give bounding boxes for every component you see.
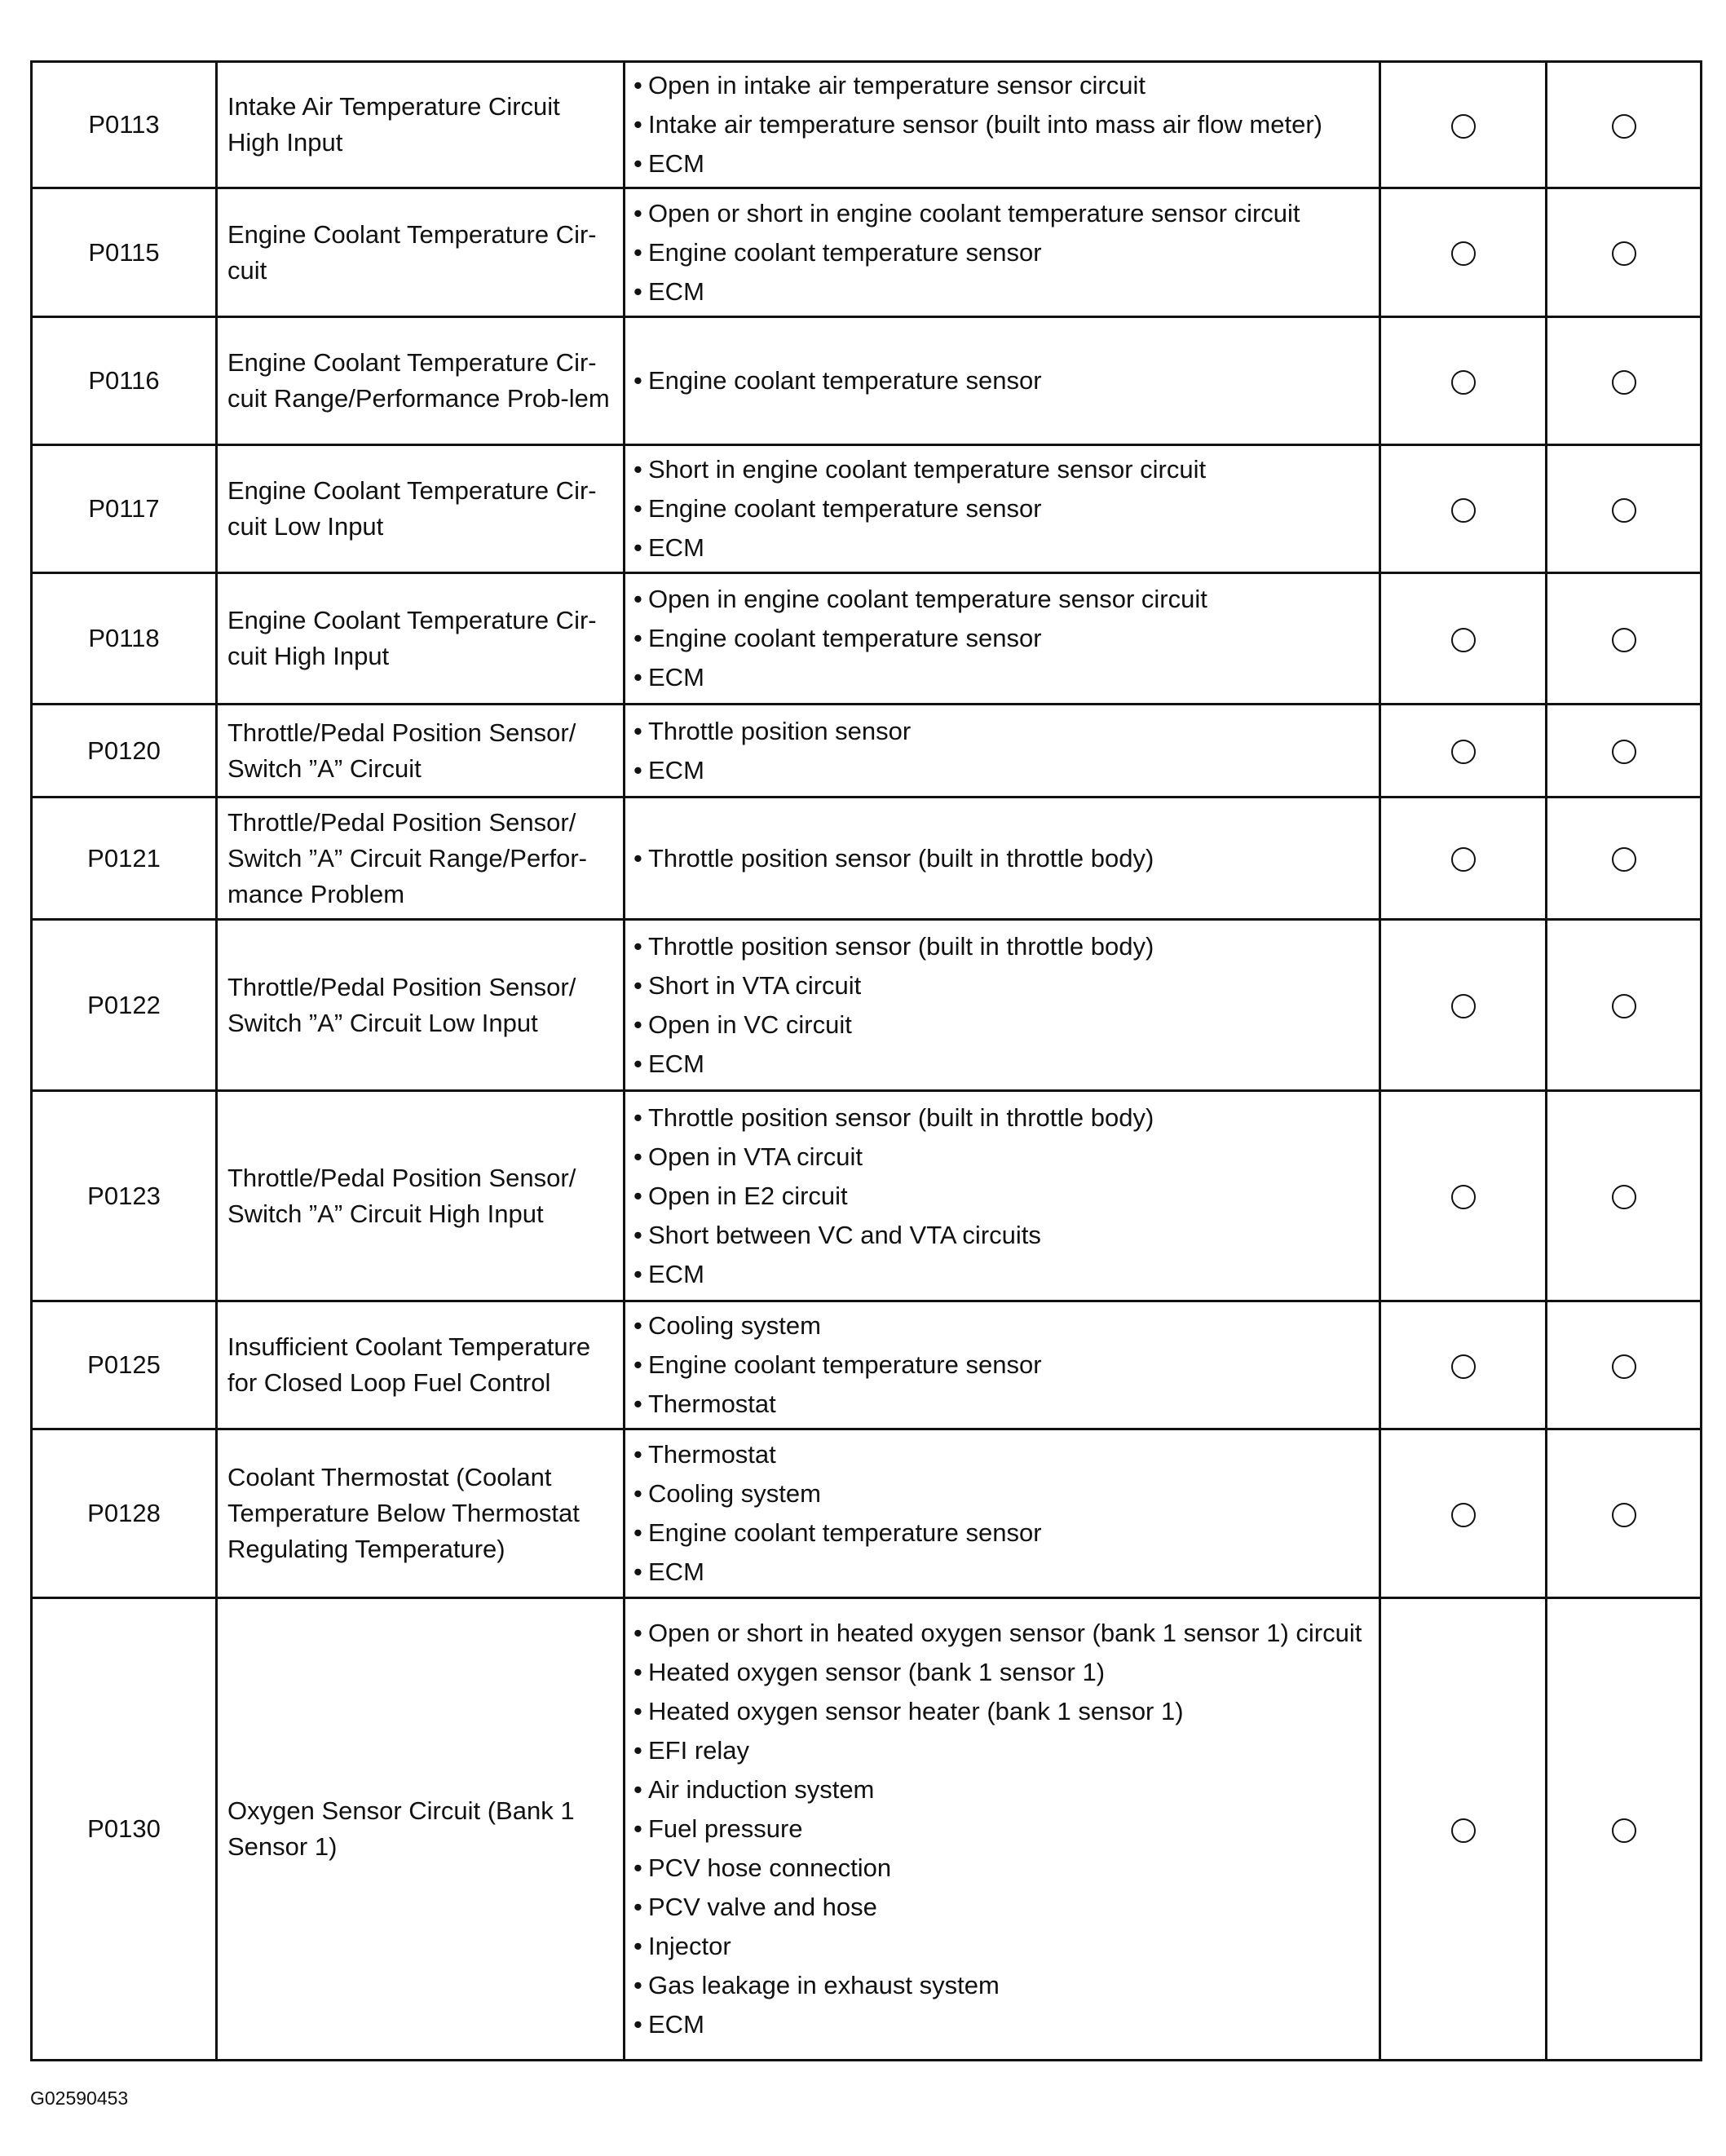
trouble-area [625,1598,1380,2061]
trouble-area-item: • Short in VTA circuit [633,966,1369,1005]
mil-indicator [1380,1091,1547,1301]
circle-mark-icon [1612,847,1636,872]
circle-mark-icon [1451,498,1476,523]
memory-indicator [1547,317,1702,445]
trouble-area-item: • Throttle position sensor [633,712,1369,751]
circle-mark-icon [1451,370,1476,395]
circle-mark-icon [1612,370,1636,395]
dtc-code: P0120 [32,705,217,797]
trouble-area [625,1091,1380,1301]
table-row [32,1598,1702,2061]
trouble-area-item: • Throttle position sensor (built in throttle body) [633,1098,1369,1138]
circle-mark-icon [1612,1503,1636,1527]
trouble-area-item: • Short in engine coolant temperature sensor circuit [633,450,1369,489]
trouble-area [625,317,1380,445]
circle-mark-icon [1451,628,1476,652]
memory-indicator [1547,573,1702,705]
detection-item: Oxygen Sensor Circuit (Bank 1 Sensor 1) [217,1598,625,2061]
memory-indicator [1547,1429,1702,1598]
mil-indicator [1380,188,1547,317]
table-row [32,62,1702,188]
trouble-area-item: • Fuel pressure [633,1809,1369,1849]
trouble-area-item: • Throttle position sensor (built in throttle body) [633,839,1369,878]
dtc-code: P0125 [32,1301,217,1429]
trouble-area-item: • Open in intake air temperature sensor circuit [633,66,1369,105]
trouble-area [625,1429,1380,1598]
trouble-area-item: • Engine coolant temperature sensor [633,233,1369,272]
trouble-area-item: • Intake air temperature sensor (built into mass air flow meter) [633,105,1369,144]
circle-mark-icon [1612,241,1636,266]
trouble-area [625,188,1380,317]
trouble-area-item: • Short between VC and VTA circuits [633,1216,1369,1255]
trouble-area-item: • Cooling system [633,1474,1369,1513]
mil-indicator [1380,445,1547,573]
trouble-area-item: • ECM [633,528,1369,568]
trouble-area-item: • Open or short in engine coolant temperature sensor circuit [633,194,1369,233]
mil-indicator [1380,1429,1547,1598]
table-row [32,920,1702,1091]
circle-mark-icon [1612,740,1636,764]
dtc-code: P0115 [32,188,217,317]
trouble-area-item: • PCV hose connection [633,1849,1369,1888]
trouble-area-item: • Open in VC circuit [633,1005,1369,1045]
trouble-area-item: • Engine coolant temperature sensor [633,361,1369,400]
circle-mark-icon [1612,1818,1636,1843]
trouble-area-item: • Heated oxygen sensor heater (bank 1 sensor 1) [633,1692,1369,1731]
trouble-area-item: • Open in E2 circuit [633,1177,1369,1216]
detection-item: Coolant Thermostat (Coolant Temperature Below Thermostat Regulating Temperature) [217,1429,625,1598]
mil-indicator [1380,797,1547,920]
trouble-area-item: • ECM [633,1553,1369,1592]
dtc-code: P0128 [32,1429,217,1598]
trouble-area-item: • ECM [633,658,1369,697]
trouble-area-item: • Engine coolant temperature sensor [633,1513,1369,1553]
trouble-area-item: • EFI relay [633,1731,1369,1770]
trouble-area-item: • Open in VTA circuit [633,1138,1369,1177]
trouble-area-item: • Cooling system [633,1306,1369,1345]
circle-mark-icon [1612,1185,1636,1209]
memory-indicator [1547,1598,1702,2061]
circle-mark-icon [1451,1818,1476,1843]
trouble-area-item: • Engine coolant temperature sensor [633,489,1369,528]
trouble-area-item: • ECM [633,1255,1369,1294]
circle-mark-icon [1451,1503,1476,1527]
circle-mark-icon [1612,114,1636,139]
memory-indicator [1547,705,1702,797]
trouble-area-item: • ECM [633,2005,1369,2044]
trouble-area-item: • Throttle position sensor (built in throttle body) [633,927,1369,966]
trouble-area-item: • PCV valve and hose [633,1888,1369,1927]
trouble-area [625,705,1380,797]
circle-mark-icon [1612,628,1636,652]
trouble-area-item: • ECM [633,1045,1369,1084]
table-row [32,445,1702,573]
dtc-code: P0118 [32,573,217,705]
trouble-area-item: • ECM [633,144,1369,183]
detection-item: Engine Coolant Temperature Cir-cuit [217,188,625,317]
circle-mark-icon [1451,1354,1476,1379]
circle-mark-icon [1451,241,1476,266]
circle-mark-icon [1451,740,1476,764]
dtc-code: P0116 [32,317,217,445]
memory-indicator [1547,188,1702,317]
trouble-area [625,797,1380,920]
table-row [32,1091,1702,1301]
circle-mark-icon [1451,1185,1476,1209]
trouble-area [625,920,1380,1091]
trouble-area [625,573,1380,705]
memory-indicator [1547,920,1702,1091]
trouble-area-item: • Open in engine coolant temperature sensor circuit [633,580,1369,619]
trouble-area [625,1301,1380,1429]
dtc-code: P0117 [32,445,217,573]
dtc-table-sheet [30,60,1700,2061]
detection-item: Throttle/Pedal Position Sensor/ Switch ”A” Circuit Range/Perfor-mance Problem [217,797,625,920]
figure-id: G02590453 [30,2088,129,2109]
dtc-table-body [32,62,1702,2061]
detection-item: Intake Air Temperature Circuit High Input [217,62,625,188]
mil-indicator [1380,1301,1547,1429]
table-row [32,1301,1702,1429]
mil-indicator [1380,920,1547,1091]
detection-item: Engine Coolant Temperature Cir-cuit Range/Performance Prob-lem [217,317,625,445]
trouble-area-item: • Air induction system [633,1770,1369,1809]
trouble-area-item: • Engine coolant temperature sensor [633,619,1369,658]
mil-indicator [1380,317,1547,445]
table-row [32,573,1702,705]
detection-item: Insufficient Coolant Temperature for Closed Loop Fuel Control [217,1301,625,1429]
circle-mark-icon [1612,1354,1636,1379]
trouble-area-item: • ECM [633,751,1369,790]
trouble-area [625,445,1380,573]
table-row [32,188,1702,317]
circle-mark-icon [1451,847,1476,872]
circle-mark-icon [1451,114,1476,139]
dtc-code: P0122 [32,920,217,1091]
memory-indicator [1547,62,1702,188]
memory-indicator [1547,1091,1702,1301]
mil-indicator [1380,62,1547,188]
table-row [32,1429,1702,1598]
trouble-area-item: • Thermostat [633,1435,1369,1474]
circle-mark-icon [1451,994,1476,1018]
dtc-code: P0123 [32,1091,217,1301]
memory-indicator [1547,1301,1702,1429]
memory-indicator [1547,445,1702,573]
table-row [32,705,1702,797]
dtc-code: P0130 [32,1598,217,2061]
dtc-code: P0121 [32,797,217,920]
mil-indicator [1380,573,1547,705]
dtc-code: P0113 [32,62,217,188]
detection-item: Throttle/Pedal Position Sensor/ Switch ”A” Circuit High Input [217,1091,625,1301]
trouble-area-item: • Gas leakage in exhaust system [633,1966,1369,2005]
detection-item: Engine Coolant Temperature Cir-cuit High Input [217,573,625,705]
mil-indicator [1380,1598,1547,2061]
detection-item: Throttle/Pedal Position Sensor/ Switch ”A” Circuit [217,705,625,797]
circle-mark-icon [1612,994,1636,1018]
memory-indicator [1547,797,1702,920]
mil-indicator [1380,705,1547,797]
dtc-table [30,60,1702,2061]
trouble-area-item: • Injector [633,1927,1369,1966]
detection-item: Throttle/Pedal Position Sensor/ Switch ”A” Circuit Low Input [217,920,625,1091]
trouble-area-item: • Engine coolant temperature sensor [633,1345,1369,1385]
circle-mark-icon [1612,498,1636,523]
trouble-area-item: • Heated oxygen sensor (bank 1 sensor 1) [633,1653,1369,1692]
detection-item: Engine Coolant Temperature Cir-cuit Low Input [217,445,625,573]
trouble-area [625,62,1380,188]
trouble-area-item: • ECM [633,272,1369,311]
table-row [32,797,1702,920]
trouble-area-item: • Thermostat [633,1385,1369,1424]
table-row [32,317,1702,445]
trouble-area-item: • Open or short in heated oxygen sensor (bank 1 sensor 1) circuit [633,1614,1369,1653]
